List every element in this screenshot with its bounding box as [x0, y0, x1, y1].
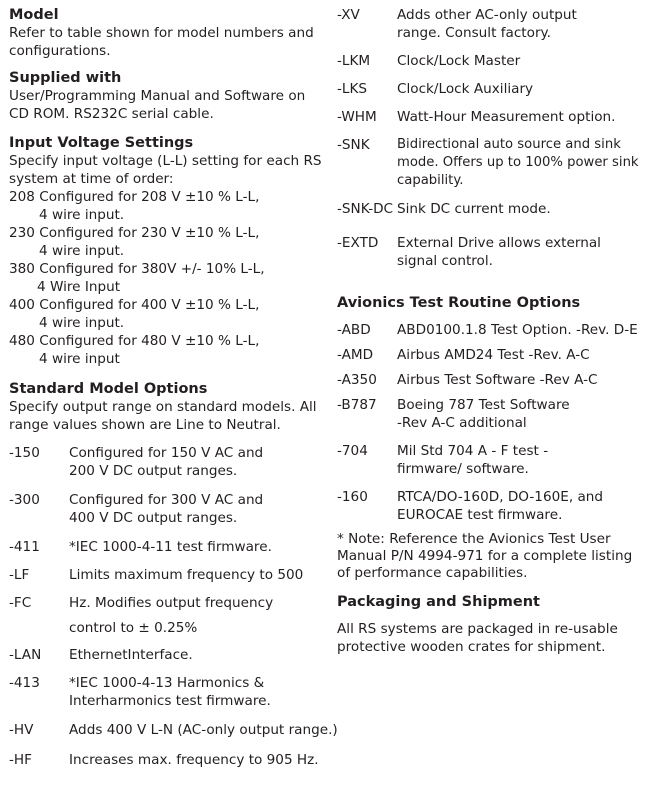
- option-desc: Mil Std 704 A - F test - firmware/ software.: [397, 443, 549, 477]
- left-column: [9, 0, 338, 769]
- voltage-row: [9, 224, 327, 260]
- voltage-line2: 4 wire input.: [39, 207, 125, 223]
- option-desc-line2: -Rev A-C additional: [397, 415, 527, 431]
- option-code: -SNK-DC: [337, 201, 394, 217]
- option-desc: Configured for 150 V AC and 200 V DC output ranges.: [69, 445, 264, 479]
- voltage-line1: Configured for 380V +/- 10% L-L,: [39, 261, 265, 277]
- option-desc: Clock/Lock Auxiliary: [397, 81, 534, 97]
- option-row: [337, 442, 655, 478]
- option-desc: *IEC 1000-4-11 test firmware.: [69, 539, 272, 555]
- option-desc: RTCA/DO-160D, DO-160E, and EUROCAE test firmware.: [397, 489, 604, 523]
- option-code: -150: [9, 445, 40, 461]
- option-row: [9, 594, 327, 637]
- option-desc: Configured for 300 V AC and 400 V DC output ranges.: [69, 492, 264, 526]
- option-code: -AMD: [337, 347, 374, 363]
- packaging-section: [337, 593, 655, 656]
- model-text: Refer to table shown for model numbers and configurations.: [9, 25, 314, 59]
- option-desc: Clock/Lock Master: [397, 53, 521, 69]
- voltage-line1: Configured for 480 V ±10 % L-L,: [39, 333, 260, 349]
- packaging-text: All RS systems are packaged in re-usable protective wooden crates for shipment.: [337, 621, 618, 655]
- option-desc: Hz. Modifies output frequency: [69, 595, 274, 611]
- voltage-line1: Configured for 230 V ±10 % L-L,: [39, 225, 260, 241]
- option-row: [337, 346, 655, 364]
- option-row: [337, 6, 655, 42]
- option-row: [337, 488, 655, 524]
- option-code: -HV: [9, 722, 34, 738]
- voltage-line2: 4 Wire Input: [37, 279, 121, 295]
- option-row: [337, 52, 655, 70]
- option-desc: Adds other AC-only output range. Consult factory.: [397, 7, 577, 41]
- supplied-text: User/Programming Manual and Software on CD ROM. RS232C serial cable.: [9, 88, 306, 122]
- option-desc-line2: control to ± 0.25%: [69, 620, 198, 636]
- standard-options-section: [9, 380, 338, 769]
- option-code: -LF: [9, 567, 30, 583]
- voltage-code: 400: [9, 297, 35, 313]
- right-column: [337, 0, 655, 656]
- voltage-code: 380: [9, 261, 35, 277]
- option-row: [9, 566, 327, 584]
- option-code: -FC: [9, 595, 32, 611]
- option-desc: Adds 400 V L-N (AC-only output range.): [69, 722, 338, 738]
- voltage-line2: 4 wire input.: [39, 315, 125, 331]
- option-row: [337, 200, 655, 218]
- voltage-line1: Configured for 208 V ±10 % L-L,: [39, 189, 260, 205]
- option-row: [9, 444, 327, 480]
- option-code: -HF: [9, 752, 32, 768]
- model-section: [9, 6, 327, 60]
- packaging-heading: Packaging and Shipment: [337, 594, 540, 610]
- avionics-section: [337, 294, 655, 582]
- option-desc: Airbus AMD24 Test -Rev. A-C: [397, 347, 590, 363]
- option-row: [337, 371, 655, 389]
- voltage-row: [9, 332, 327, 368]
- voltage-line2: 4 wire input: [39, 351, 120, 367]
- option-row: [9, 751, 327, 769]
- option-desc-block: [397, 396, 655, 432]
- option-row: [9, 674, 327, 710]
- option-code: -160: [337, 489, 368, 505]
- option-code: -LKM: [337, 53, 371, 69]
- voltage-code: 208: [9, 189, 35, 205]
- option-row: [337, 234, 655, 270]
- option-row: [337, 136, 655, 190]
- extra-options-list: [337, 6, 655, 270]
- option-row: [9, 491, 327, 527]
- input-voltage-intro: Specify input voltage (L-L) setting for each RS system at time of order:: [9, 153, 322, 187]
- option-desc: *IEC 1000-4-13 Harmonics & Interharmonics test firmware.: [69, 675, 271, 709]
- option-row: [9, 646, 327, 664]
- input-voltage-heading: Input Voltage Settings: [9, 135, 194, 151]
- input-voltage-section: [9, 134, 327, 368]
- option-desc: ABD0100.1.8 Test Option. -Rev. D-E: [397, 322, 638, 338]
- voltage-row: [9, 188, 327, 224]
- option-code: -SNK: [337, 137, 370, 153]
- voltage-code: 480: [9, 333, 35, 349]
- supplied-section: [9, 69, 327, 123]
- option-code: -704: [337, 443, 368, 459]
- option-row: [9, 538, 327, 556]
- option-code: -411: [9, 539, 40, 555]
- option-desc: Bidirectional auto source and sink mode. Offers up to 100% power sink capability.: [397, 137, 639, 188]
- option-code: -LAN: [9, 647, 42, 663]
- option-row: [9, 721, 338, 739]
- standard-options-intro: Specify output range on standard models. All range values shown are Line to Neutral.: [9, 399, 317, 433]
- option-desc-block: [69, 594, 327, 637]
- option-row: [337, 80, 655, 98]
- option-code: -LKS: [337, 81, 368, 97]
- option-desc: Airbus Test Software -Rev A-C: [397, 372, 598, 388]
- option-row: [337, 396, 655, 432]
- option-row: [337, 321, 655, 339]
- standard-options-heading: Standard Model Options: [9, 381, 208, 397]
- supplied-heading: Supplied with: [9, 70, 122, 86]
- option-code: -XV: [337, 7, 360, 23]
- option-desc: Boeing 787 Test Software: [397, 397, 570, 413]
- option-code: -EXTD: [337, 235, 379, 251]
- option-desc: Sink DC current mode.: [397, 201, 551, 217]
- avionics-note: * Note: Reference the Avionics Test User Manual P/N 4994-971 for a complete listing of performance capabilities.: [337, 531, 633, 581]
- option-code: -ABD: [337, 322, 371, 338]
- option-code: -300: [9, 492, 40, 508]
- option-row: [337, 108, 655, 126]
- model-heading: Model: [9, 7, 59, 23]
- option-code: -A350: [337, 372, 377, 388]
- option-desc: Limits maximum frequency to 500: [69, 567, 304, 583]
- voltage-line2: 4 wire input.: [39, 243, 125, 259]
- option-code: -WHM: [337, 109, 377, 125]
- voltage-row: [9, 296, 327, 332]
- avionics-heading: Avionics Test Routine Options: [337, 295, 581, 311]
- option-code: -413: [9, 675, 40, 691]
- option-desc: EthernetInterface.: [69, 647, 193, 663]
- voltage-line1: Configured for 400 V ±10 % L-L,: [39, 297, 260, 313]
- option-desc: Increases max. frequency to 905 Hz.: [69, 752, 319, 768]
- option-code: -B787: [337, 397, 377, 413]
- option-desc: External Drive allows external signal control.: [397, 235, 601, 269]
- option-desc: Watt-Hour Measurement option.: [397, 109, 616, 125]
- voltage-row: [9, 260, 327, 296]
- voltage-code: 230: [9, 225, 35, 241]
